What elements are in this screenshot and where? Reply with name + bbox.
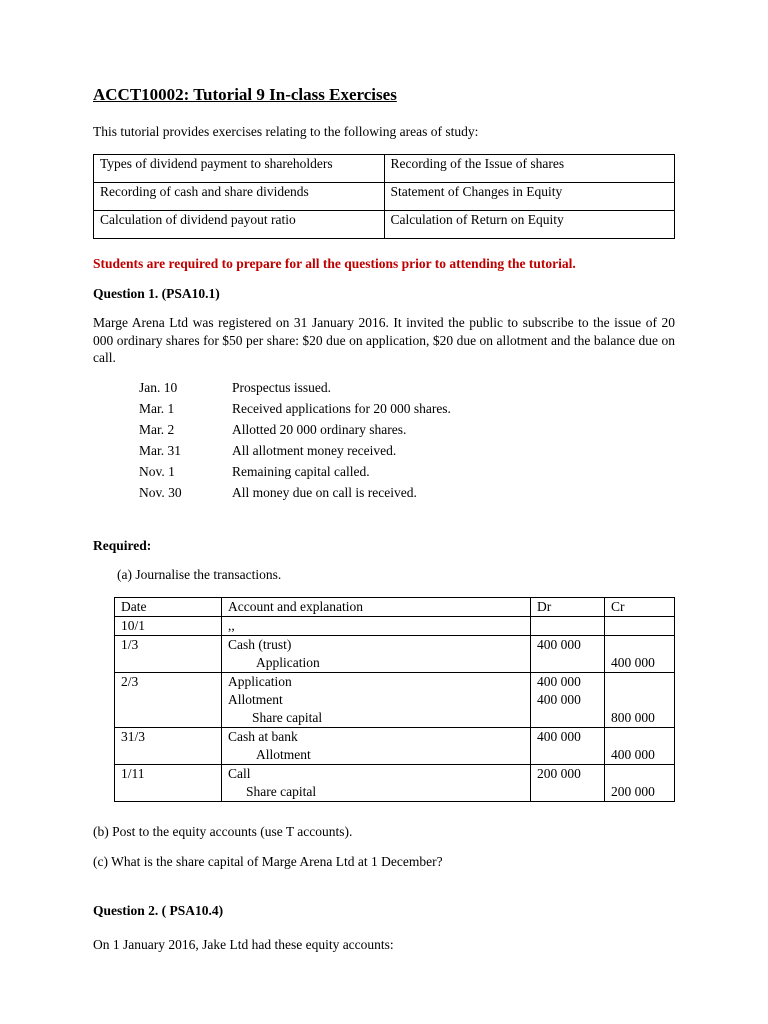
dr-amount <box>537 617 598 635</box>
table-row <box>94 211 675 239</box>
cr-amount: 800 000 <box>611 710 655 725</box>
entry-cr <box>605 765 675 802</box>
event-date: Mar. 31 <box>139 443 181 458</box>
account-line: Cash at bank <box>228 729 298 744</box>
dr-amount: 400 000 <box>537 674 581 689</box>
table-cell: Recording of the Issue of shares <box>384 155 675 183</box>
entry-cr <box>605 636 675 673</box>
table-cell: Recording of cash and share dividends <box>94 183 385 211</box>
dr-amount: 200 000 <box>537 766 581 781</box>
preparation-warning: Students are required to prepare for all the questions prior to attending the tutorial. <box>93 256 576 271</box>
entry-date: 1/11 <box>115 765 222 802</box>
table-row <box>115 765 675 802</box>
table-row <box>94 155 675 183</box>
account-line: Application <box>256 655 320 670</box>
table-row <box>115 636 675 673</box>
event-description: All allotment money received. <box>232 443 397 458</box>
entry-cr <box>605 728 675 765</box>
part-a-text: (a) Journalise the transactions. <box>117 567 282 582</box>
entry-dr <box>531 728 605 765</box>
event-description: Prospectus issued. <box>232 380 331 395</box>
entry-account <box>222 765 531 802</box>
column-header-date: Date <box>115 598 222 617</box>
dr-amount <box>537 654 598 672</box>
event-date: Mar. 2 <box>139 422 175 437</box>
dr-amount: 400 000 <box>537 637 581 652</box>
entry-account <box>222 728 531 765</box>
table-cell: Types of dividend payment to shareholders <box>94 155 385 183</box>
cr-amount <box>611 728 668 746</box>
list-item <box>139 421 451 442</box>
column-header-dr: Dr <box>531 598 605 617</box>
account-line: Cash (trust) <box>228 637 292 652</box>
cr-amount: 400 000 <box>611 655 655 670</box>
entry-dr <box>531 636 605 673</box>
question-1-heading: Question 1. (PSA10.1) <box>93 286 220 301</box>
cr-amount: 400 000 <box>611 747 655 762</box>
cr-amount <box>611 691 668 709</box>
table-row <box>115 617 675 636</box>
entry-dr <box>531 673 605 728</box>
cr-amount <box>611 617 668 635</box>
table-cell: Calculation of Return on Equity <box>384 211 675 239</box>
event-date: Nov. 1 <box>139 464 175 479</box>
entry-dr <box>531 765 605 802</box>
entry-account <box>222 636 531 673</box>
table-cell: Calculation of dividend payout ratio <box>94 211 385 239</box>
list-item <box>139 379 451 400</box>
event-description: Remaining capital called. <box>232 464 370 479</box>
entry-cr <box>605 673 675 728</box>
page-title: ACCT10002: Tutorial 9 In-class Exercises <box>93 85 397 104</box>
part-b-text: (b) Post to the equity accounts (use T accounts). <box>93 824 353 839</box>
cr-amount: 200 000 <box>611 784 655 799</box>
intro-text: This tutorial provides exercises relating to the following areas of study: <box>93 124 479 139</box>
entry-cr <box>605 617 675 636</box>
entry-date: 10/1 <box>115 617 222 636</box>
table-row <box>115 673 675 728</box>
question-2-heading: Question 2. ( PSA10.4) <box>93 903 224 918</box>
account-line: Allotment <box>256 747 311 762</box>
entry-account <box>222 673 531 728</box>
event-date: Jan. 10 <box>139 380 178 395</box>
event-list <box>139 379 451 505</box>
table-cell: Statement of Changes in Equity <box>384 183 675 211</box>
list-item <box>139 463 451 484</box>
dr-amount: 400 000 <box>537 692 581 707</box>
table-row <box>115 728 675 765</box>
cr-amount <box>611 765 668 783</box>
table-header-row <box>115 598 675 617</box>
column-header-cr: Cr <box>605 598 675 617</box>
dr-amount <box>537 783 598 801</box>
account-line: Call <box>228 766 251 781</box>
part-c-text: (c) What is the share capital of Marge Arena Ltd at 1 December? <box>93 854 443 869</box>
entry-date: 1/3 <box>115 636 222 673</box>
list-item <box>139 442 451 463</box>
entry-account <box>222 617 531 636</box>
journal-table <box>114 597 675 802</box>
cr-amount <box>611 636 668 654</box>
question-1-text: Marge Arena Ltd was registered on 31 January 2016. It invited the public to subscribe to the issue of 20 000 ordinary shares for $50 per share: $20 due on application, $20 due on allotment and the balance due on call. <box>93 315 675 365</box>
account-line: Allotment <box>228 692 283 707</box>
dr-amount: 400 000 <box>537 729 581 744</box>
list-item <box>139 400 451 421</box>
dr-amount <box>537 746 598 764</box>
entry-date: 2/3 <box>115 673 222 728</box>
column-header-account: Account and explanation <box>222 598 531 617</box>
event-date: Nov. 30 <box>139 485 182 500</box>
table-row <box>94 183 675 211</box>
study-areas-table <box>93 154 675 239</box>
account-line: Share capital <box>252 710 323 725</box>
cr-amount <box>611 673 668 691</box>
account-line: Share capital <box>246 784 317 799</box>
event-description: Allotted 20 000 ordinary shares. <box>232 422 407 437</box>
event-description: Received applications for 20 000 shares. <box>232 401 451 416</box>
dr-amount <box>537 709 598 727</box>
question-2-text: On 1 January 2016, Jake Ltd had these equity accounts: <box>93 937 394 952</box>
account-line: Application <box>228 674 292 689</box>
list-item <box>139 484 451 505</box>
event-description: All money due on call is received. <box>232 485 417 500</box>
account-line: ,, <box>228 618 235 633</box>
required-label: Required: <box>93 538 152 553</box>
event-date: Mar. 1 <box>139 401 175 416</box>
entry-date: 31/3 <box>115 728 222 765</box>
entry-dr <box>531 617 605 636</box>
